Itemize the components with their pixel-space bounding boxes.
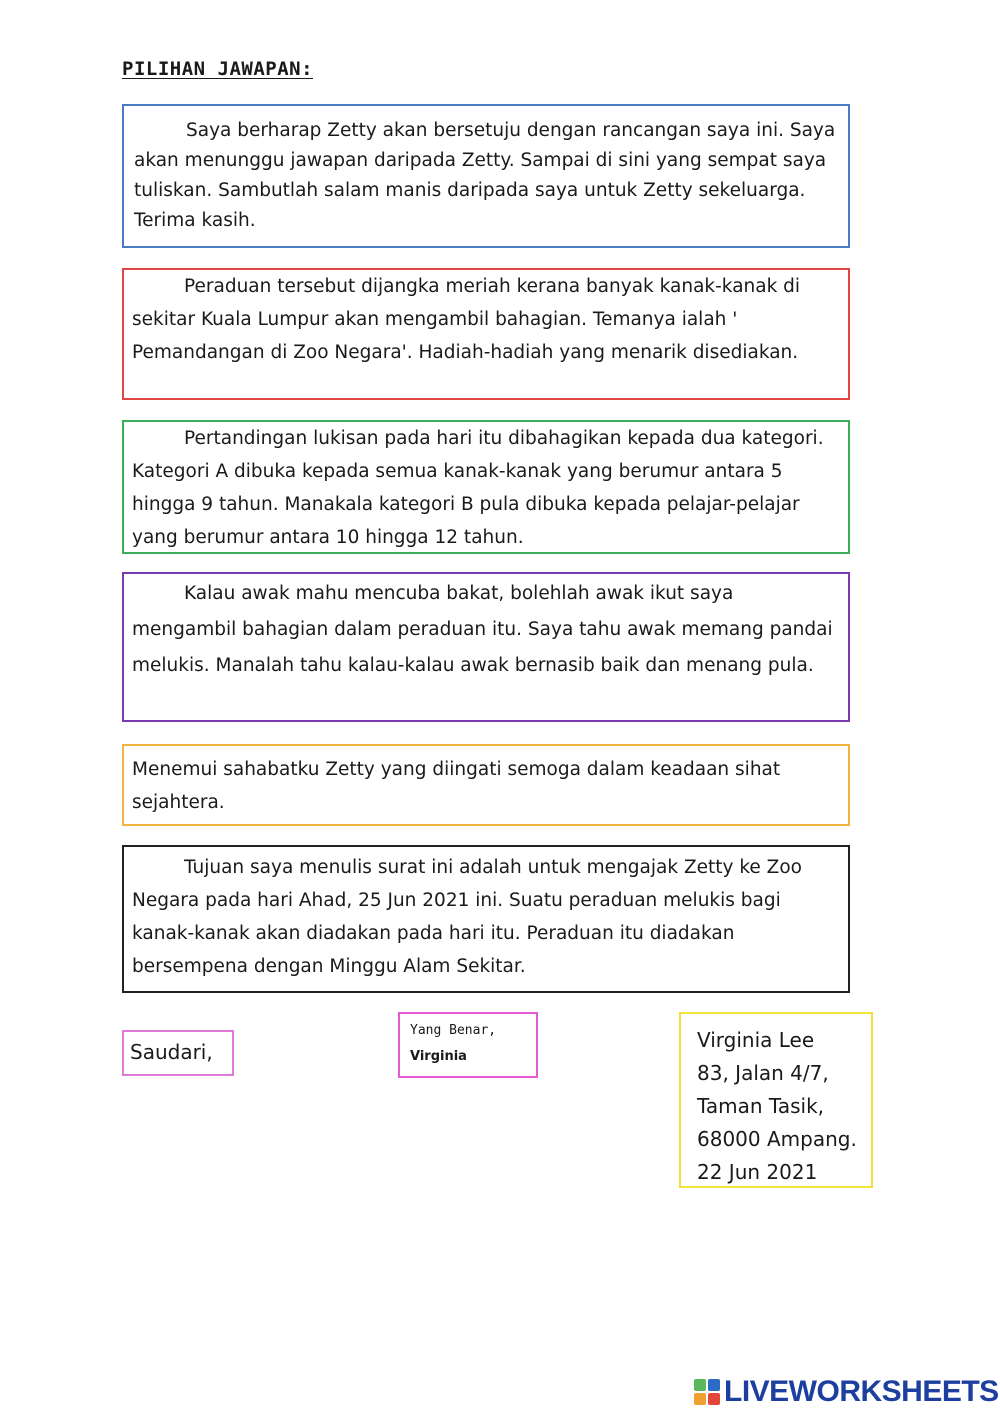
answer-box-1[interactable]: [122, 104, 850, 248]
logo-square-blue: [708, 1379, 720, 1391]
answer-box-3[interactable]: [122, 420, 850, 554]
closing-line: Yang Benar,: [410, 1023, 497, 1038]
liveworksheets-watermark: [694, 1375, 999, 1408]
liveworksheets-logo-icon: [694, 1379, 720, 1405]
answer-box-2[interactable]: [122, 268, 850, 400]
logo-square-green: [694, 1379, 706, 1391]
answer-text-6: Tujuan saya menulis surat ini adalah untuk mengajak Zetty ke Zoo Negara pada hari Ahad, 25 Jun 2021 ini. Suatu peraduan melukis bagi kanak-kanak akan diadakan pada hari itu. Peraduan itu diadakan bersempena dengan Minggu Alam Sekitar.: [132, 857, 802, 977]
salutation-box[interactable]: [122, 1030, 234, 1076]
answer-box-4[interactable]: [122, 572, 850, 722]
liveworksheets-wordmark: LIVEWORKSHEETS: [724, 1375, 999, 1408]
address-box[interactable]: [679, 1012, 873, 1188]
address-line-1: 83, Jalan 4/7,: [697, 1061, 829, 1085]
answer-text-5: Menemui sahabatku Zetty yang diingati semoga dalam keadaan sihat sejahtera.: [132, 759, 781, 813]
address-line-2: Taman Tasik,: [697, 1094, 825, 1118]
logo-square-orange: [694, 1393, 706, 1405]
address-name: Virginia Lee: [697, 1028, 815, 1052]
answer-text-3: Pertandingan lukisan pada hari itu dibahagikan kepada dua kategori. Kategori A dibuka kepada semua kanak-kanak yang berumur antara 5 hingga 9 tahun. Manakala kategori B pula dibuka kepada pelajar-pelajar yang berumur antara 10 hingga 12 tahun.: [132, 428, 824, 548]
answer-text-1: Saya berharap Zetty akan bersetuju dengan rancangan saya ini. Saya akan menunggu jawapan daripada Zetty. Sampai di sini yang sempat saya tuliskan. Sambutlah salam manis daripada saya untuk Zetty sekeluarga. Terima kasih.: [134, 120, 836, 231]
address-line-3: 68000 Ampang.: [697, 1127, 857, 1151]
closing-box[interactable]: [398, 1012, 538, 1078]
answer-box-5[interactable]: [122, 744, 850, 826]
closing-signature: Virginia: [410, 1049, 467, 1064]
answer-text-4: Kalau awak mahu mencuba bakat, bolehlah awak ikut saya mengambil bahagian dalam peraduan itu. Saya tahu awak memang pandai melukis. Manalah tahu kalau-kalau awak bernasib baik dan menang pula.: [132, 583, 833, 676]
page-title: PILIHAN JAWAPAN:: [122, 58, 314, 80]
answer-text-2: Peraduan tersebut dijangka meriah kerana banyak kanak-kanak di sekitar Kuala Lumpur akan mengambil bahagian. Temanya ialah ' Pemandangan di Zoo Negara'. Hadiah-hadiah yang menarik disediakan.: [132, 276, 801, 363]
address-date: 22 Jun 2021: [697, 1160, 818, 1184]
logo-square-red: [708, 1393, 720, 1405]
salutation-text: Saudari,: [130, 1040, 213, 1064]
answer-box-6[interactable]: [122, 845, 850, 993]
